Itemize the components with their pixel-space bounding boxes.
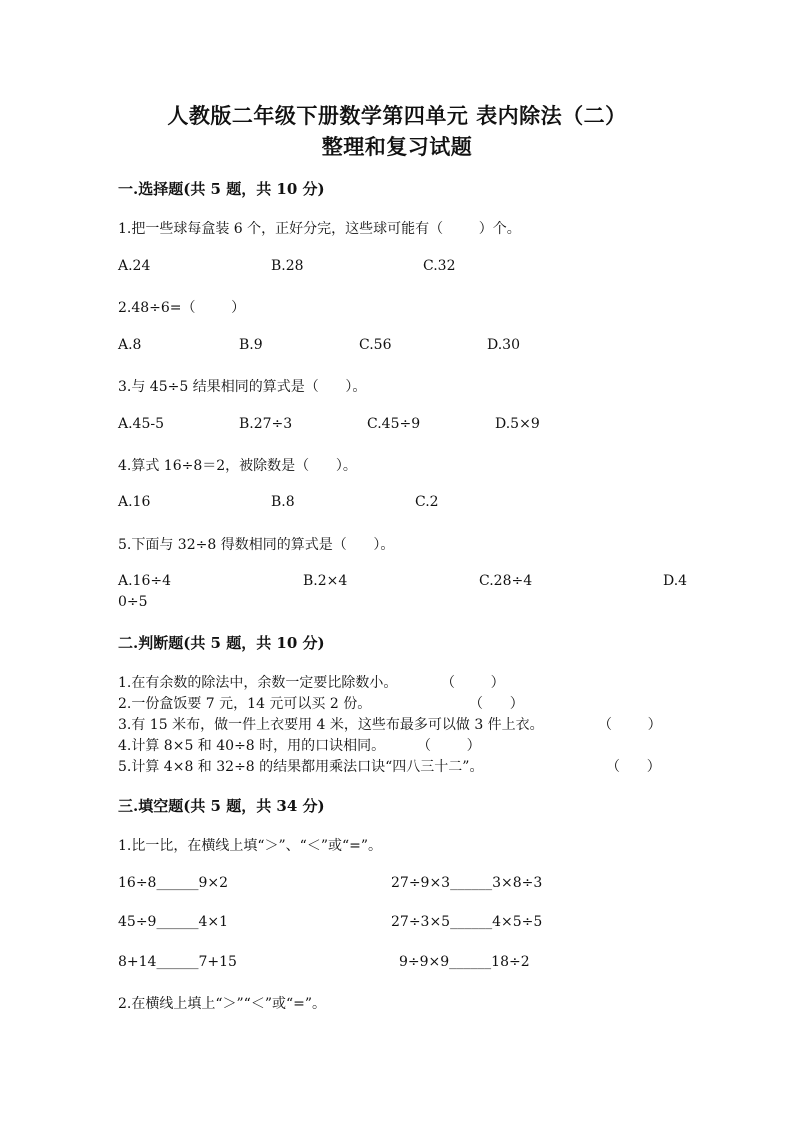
statement: 2.一份盒饭要 7 元，14 元可以买 2 份。 bbox=[118, 696, 372, 712]
question-stem: 1.把一些球每盒装 6 个，正好分完，这些球可能有（ ）个。 bbox=[118, 221, 521, 237]
compare-expression: 45÷9______4×1 bbox=[118, 914, 228, 930]
statement: 1.在有余数的除法中，余数一定要比除数小。 bbox=[118, 675, 398, 691]
compare-expression: 9÷9×9______18÷2 bbox=[399, 954, 530, 970]
compare-expression: 27÷9×3______3×8÷3 bbox=[391, 875, 543, 891]
answer-paren: （ ） bbox=[417, 738, 481, 754]
question-stem: 5.下面与 32÷8 得数相同的算式是（ ）。 bbox=[118, 537, 395, 553]
question-stem: 2.48÷6=（ ） bbox=[118, 300, 246, 316]
compare-expression: 8+14______7+15 bbox=[118, 954, 237, 970]
answer-paren: （ ） bbox=[469, 696, 524, 712]
option-d-wrap: 0÷5 bbox=[118, 594, 148, 610]
option-a: A.24 bbox=[118, 258, 151, 274]
option-c: C.28÷4 bbox=[479, 573, 533, 589]
option-b: B.9 bbox=[239, 337, 263, 353]
option-a: A.16÷4 bbox=[118, 573, 172, 589]
section-heading-choice: 一.选择题(共 5 题，共 10 分) bbox=[118, 180, 325, 198]
option-d: D.4 bbox=[663, 573, 688, 589]
answer-paren: （ ） bbox=[441, 675, 505, 691]
option-c: C.32 bbox=[423, 258, 456, 274]
answer-paren: （ ） bbox=[598, 717, 662, 733]
option-c: C.45÷9 bbox=[367, 416, 421, 432]
answer-paren: （ ） bbox=[606, 759, 661, 775]
statement: 5.计算 4×8 和 32÷8 的结果都用乘法口诀“四八三十二”。 bbox=[118, 759, 484, 775]
option-a: A.45-5 bbox=[118, 416, 165, 432]
question-stem: 1.比一比，在横线上填“＞”、“＜”或“=”。 bbox=[118, 838, 383, 854]
option-a: A.8 bbox=[118, 337, 142, 353]
section-heading-fill-blank: 三.填空题(共 5 题，共 34 分) bbox=[118, 797, 325, 815]
compare-expression: 27÷3×5______4×5÷5 bbox=[391, 914, 543, 930]
option-b: B.27÷3 bbox=[239, 416, 293, 432]
option-c: C.2 bbox=[415, 494, 439, 510]
compare-expression: 16÷8______9×2 bbox=[118, 875, 228, 891]
statement: 3.有 15 米布，做一件上衣要用 4 米，这些布最多可以做 3 件上衣。 bbox=[118, 717, 544, 733]
page-subtitle: 整理和复习试题 bbox=[321, 134, 473, 159]
option-d: D.30 bbox=[487, 337, 520, 353]
page-title: 人教版二年级下册数学第四单元 表内除法（二） bbox=[167, 103, 627, 128]
question-stem: 3.与 45÷5 结果相同的算式是（ ）。 bbox=[118, 379, 367, 395]
statement: 4.计算 8×5 和 40÷8 时，用的口诀相同。 bbox=[118, 738, 386, 754]
section-heading-true-false: 二.判断题(共 5 题，共 10 分) bbox=[118, 634, 325, 652]
question-stem: 2.在横线上填上“＞”“＜”或“=”。 bbox=[118, 996, 327, 1012]
option-b: B.28 bbox=[271, 258, 304, 274]
option-b: B.2×4 bbox=[303, 573, 348, 589]
option-d: D.5×9 bbox=[495, 416, 540, 432]
question-stem: 4.算式 16÷8＝2，被除数是（ ）。 bbox=[118, 458, 357, 474]
option-a: A.16 bbox=[118, 494, 151, 510]
option-c: C.56 bbox=[359, 337, 392, 353]
option-b: B.8 bbox=[271, 494, 295, 510]
